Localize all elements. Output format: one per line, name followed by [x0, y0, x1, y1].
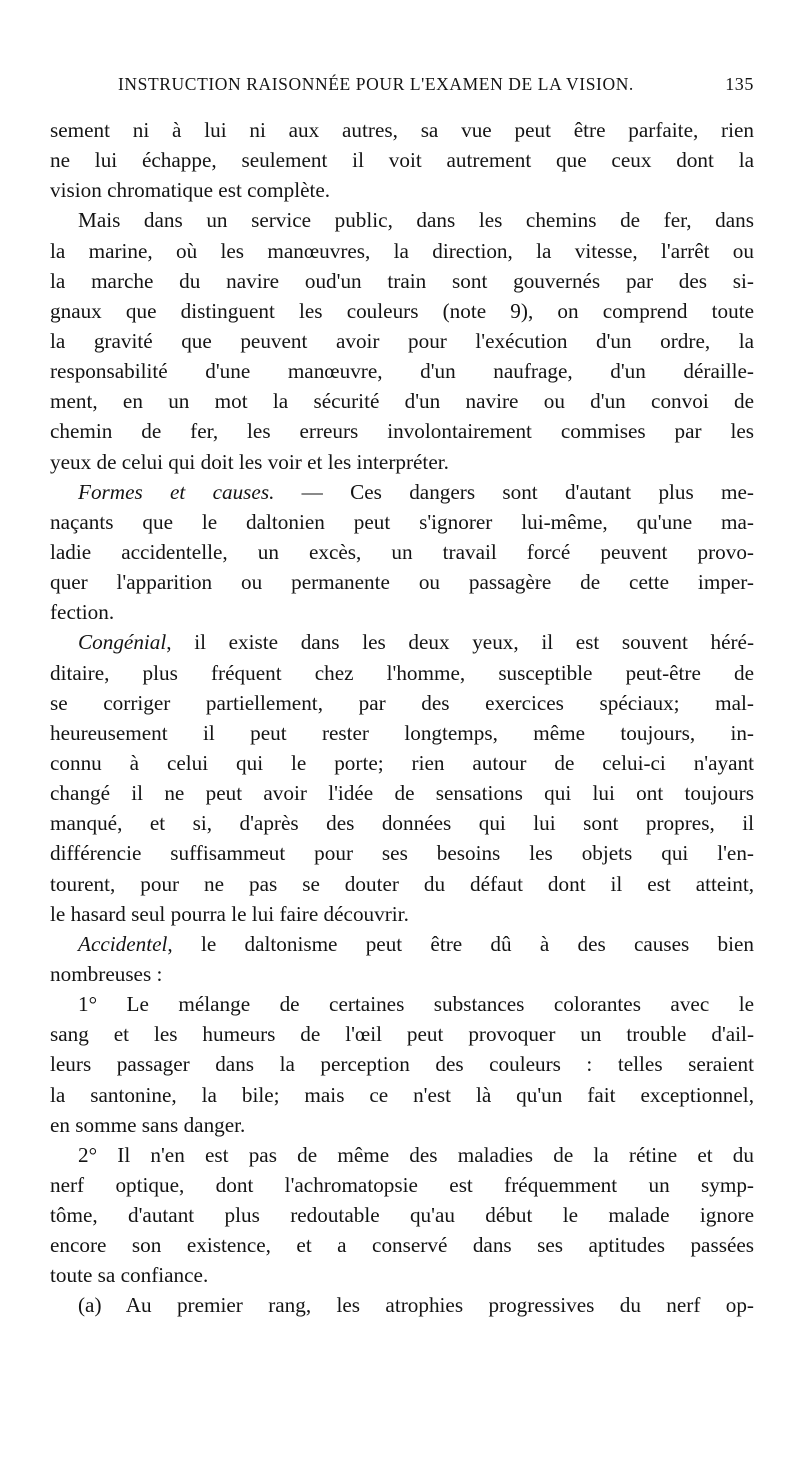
line-text: se corriger partiellement, par des exercices spéciaux; mal-	[50, 690, 754, 715]
line-text: le hasard seul pourra le lui faire découvrir.	[50, 901, 409, 926]
text-line	[50, 989, 754, 1019]
line-text: — Ces dangers sont d'autant plus me-	[274, 479, 754, 504]
text-line	[50, 748, 754, 778]
text-line	[50, 567, 754, 597]
text-line	[50, 1019, 754, 1049]
line-text: quer l'apparition ou permanente ou passagère de cette imper-	[50, 570, 754, 595]
text-line	[50, 597, 754, 627]
text-line	[50, 205, 754, 235]
page-number: 135	[725, 74, 754, 94]
text-line	[50, 1170, 754, 1200]
line-text: nombreuses :	[50, 961, 163, 986]
text-line	[50, 718, 754, 748]
text-line	[50, 1230, 754, 1260]
line-text: 2° Il n'en est pas de même des maladies de la rétine et du	[78, 1142, 754, 1167]
text-line	[50, 838, 754, 868]
line-text: tourent, pour ne pas se douter du défaut dont il est atteint,	[50, 871, 754, 896]
line-text: , il existe dans les deux yeux, il est souvent héré-	[166, 630, 754, 655]
line-text: la santonine, la bile; mais ce n'est là qu'un fait exceptionnel,	[50, 1082, 754, 1107]
line-text: encore son existence, et a conservé dans ses aptitudes passées	[50, 1233, 754, 1258]
line-text: ditaire, plus fréquent chez l'homme, susceptible peut-être de	[50, 660, 754, 685]
line-text: leurs passager dans la perception des couleurs : telles seraient	[50, 1052, 754, 1077]
text-line	[50, 1049, 754, 1079]
line-text: ment, en un mot la sécurité d'un navire ou d'un convoi de	[50, 389, 754, 414]
running-header	[118, 74, 754, 95]
text-line	[50, 416, 754, 446]
line-text: différencie suffisammeut pour ses besoins les objets qui l'en-	[50, 841, 754, 866]
text-line	[50, 627, 754, 657]
running-title: INSTRUCTION RAISONNÉE POUR L'EXAMEN DE LA VISION.	[118, 74, 634, 94]
line-text: la marine, où les manœuvres, la direction, la vitesse, l'arrêt ou	[50, 238, 754, 263]
line-text: nerf optique, dont l'achromatopsie est fréquemment un symp-	[50, 1172, 754, 1197]
line-text: (a) Au premier rang, les atrophies progressives du nerf op-	[78, 1293, 754, 1318]
body-text	[50, 115, 754, 1321]
text-line	[50, 1260, 754, 1290]
text-line	[50, 447, 754, 477]
line-text: toute sa confiance.	[50, 1263, 209, 1288]
text-line	[50, 537, 754, 567]
line-text: gnaux que distinguent les couleurs (note 9), on comprend toute	[50, 298, 754, 323]
text-line	[50, 1140, 754, 1170]
italic-lead: Congénial	[78, 630, 167, 655]
text-line	[50, 869, 754, 899]
text-line	[50, 236, 754, 266]
text-line	[50, 296, 754, 326]
line-text: naçants que le daltonien peut s'ignorer lui-même, qu'une ma-	[50, 509, 754, 534]
line-text: changé il ne peut avoir l'idée de sensations qui lui ont toujours	[50, 781, 754, 806]
text-line	[50, 688, 754, 718]
italic-lead: Formes et causes.	[78, 479, 275, 504]
line-text: tôme, d'autant plus redoutable qu'au début le malade ignore	[50, 1203, 754, 1228]
text-line	[50, 507, 754, 537]
line-text: chemin de fer, les erreurs involontairement commises par les	[50, 419, 754, 444]
line-text: sement ni à lui ni aux autres, sa vue peut être parfaite, rien	[50, 118, 754, 142]
text-line	[50, 1080, 754, 1110]
text-line	[50, 266, 754, 296]
text-line	[50, 175, 754, 205]
line-text: la gravité que peuvent avoir pour l'exécution d'un ordre, la	[50, 328, 754, 353]
text-line	[50, 658, 754, 688]
text-line	[50, 386, 754, 416]
text-line	[50, 808, 754, 838]
text-line	[50, 778, 754, 808]
line-text: responsabilité d'une manœuvre, d'un naufrage, d'un déraille-	[50, 359, 754, 384]
text-line	[50, 1290, 754, 1320]
line-text: ladie accidentelle, un excès, un travail forcé peuvent provo-	[50, 539, 754, 564]
text-line	[50, 145, 754, 175]
line-text: yeux de celui qui doit les voir et les interpréter.	[50, 449, 449, 474]
line-text: 1° Le mélange de certaines substances colorantes avec le	[78, 992, 754, 1017]
text-line	[50, 356, 754, 386]
line-text: manqué, et si, d'après des données qui lui sont propres, il	[50, 811, 754, 836]
line-text: connu à celui qui le porte; rien autour de celui-ci n'ayant	[50, 750, 754, 775]
text-line	[50, 1110, 754, 1140]
line-text: ne lui échappe, seulement il voit autrement que ceux dont la	[50, 148, 754, 173]
text-line	[50, 115, 754, 145]
line-text: heureusement il peut rester longtemps, même toujours, in-	[50, 720, 754, 745]
text-line	[50, 326, 754, 356]
line-text: la marche du navire oud'un train sont gouvernés par des si-	[50, 268, 754, 293]
line-text: , le daltonisme peut être dû à des causes bien	[167, 931, 754, 956]
text-line	[50, 899, 754, 929]
line-text: fection.	[50, 600, 115, 625]
line-text: Mais dans un service public, dans les chemins de fer, dans	[78, 208, 754, 233]
text-line	[50, 1200, 754, 1230]
line-text: en somme sans danger.	[50, 1112, 246, 1137]
text-line	[50, 959, 754, 989]
text-line	[50, 929, 754, 959]
line-text: sang et les humeurs de l'œil peut provoquer un trouble d'ail-	[50, 1022, 754, 1047]
italic-lead: Accidentel	[78, 931, 168, 956]
line-text: vision chromatique est complète.	[50, 178, 331, 203]
text-line	[50, 477, 754, 507]
